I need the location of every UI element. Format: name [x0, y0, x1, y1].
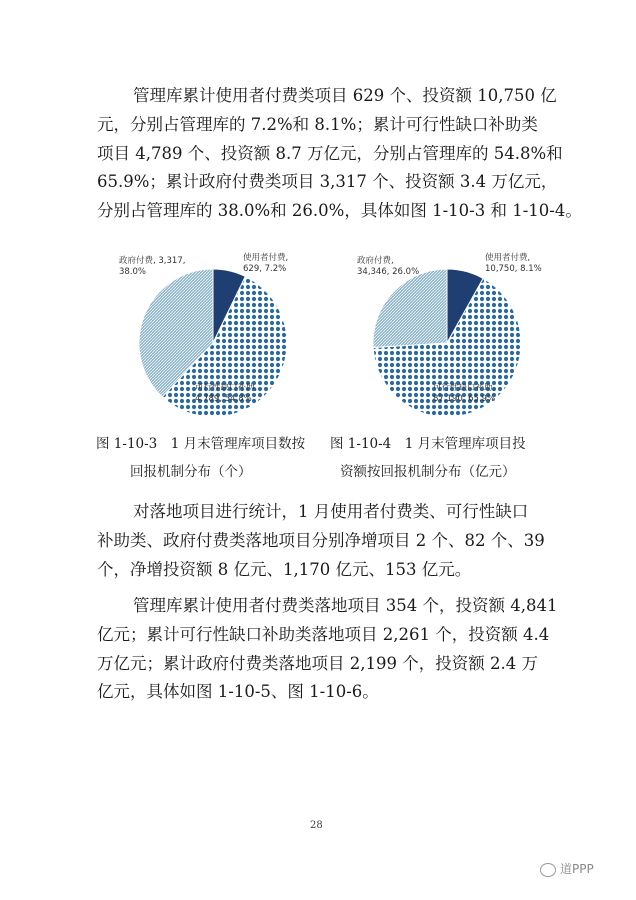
text-line: 管理库累计使用者付费类项目 629 个、投资额 10,750 亿	[133, 86, 557, 105]
text-line: 元，分别占管理库的 7.2%和 8.1%；累计可行性缺口补助类	[97, 114, 538, 134]
text-line: 个，净增投资额 8 亿元、1,170 亿元、153 亿元。	[97, 559, 472, 579]
text-line: 补助类、政府付费类落地项目分别净增项目 2 个、82 个、39	[97, 530, 545, 550]
figure-caption-1-10-4	[330, 430, 526, 486]
caption-line: 资额按回报机制分布（亿元）	[340, 464, 516, 480]
pie-chart-svg	[95, 248, 335, 418]
paragraph-landed-projects	[97, 498, 567, 584]
pie-label-user-pay: 使用者付费, 10,750, 8.1%	[485, 253, 542, 274]
text-line: 项目 4,789 个、投资额 8.7 万亿元，分别占管理库的 54.8%和	[97, 143, 563, 163]
text-line: 对落地项目进行统计，1 月使用者付费类、可行性缺口	[133, 502, 529, 521]
pie-chart-investment	[335, 248, 575, 418]
page-number: 28	[310, 820, 323, 831]
wechat-icon	[540, 863, 556, 877]
watermark-text: 道PPP	[560, 862, 594, 876]
text-line: 亿元；累计可行性缺口补助类落地项目 2,261 个，投资额 4.4	[97, 624, 550, 644]
pie-label-user-pay: 使用者付费, 629, 7.2%	[243, 253, 289, 274]
pie-label-government-pay: 政府付费, 3,317, 38.0%	[119, 256, 186, 277]
pie-label-viability-gap: 可行性缺口补助, 4,789, 54.8%	[195, 383, 258, 404]
text-line: 万亿元；累计政府付费类落地项目 2,199 个，投资额 2.4 万	[97, 653, 538, 673]
text-line: 65.9%；累计政府付费类项目 3,317 个、投资额 3.4 万亿元，	[97, 172, 558, 192]
pie-chart-project-count	[95, 248, 335, 418]
pie-chart-svg	[335, 248, 575, 418]
paragraph-landed-cumulative	[97, 592, 567, 707]
caption-line: 回报机制分布（个）	[130, 464, 252, 480]
pie-label-government-pay: 政府付费, 34,346, 26.0%	[357, 256, 420, 277]
text-line: 亿元，具体如图 1-10-5、图 1-10-6。	[97, 682, 379, 702]
caption-line: 图 1-10-4 1 月末管理库项目投	[330, 436, 526, 452]
pie-label-viability-gap: 可行性缺口补助, 87,190, 65.9%	[433, 383, 496, 404]
text-line: 分别占管理库的 38.0%和 26.0%，具体如图 1-10-3 和 1-10-4。	[97, 201, 582, 221]
pie-slice-government-pay	[373, 269, 447, 347]
caption-line: 图 1-10-3 1 月末管理库项目数按	[96, 436, 306, 452]
paragraph-management-library	[97, 82, 582, 226]
figure-caption-1-10-3	[96, 430, 305, 486]
text-line: 管理库累计使用者付费类落地项目 354 个，投资额 4,841	[133, 596, 558, 615]
watermark	[540, 860, 594, 877]
